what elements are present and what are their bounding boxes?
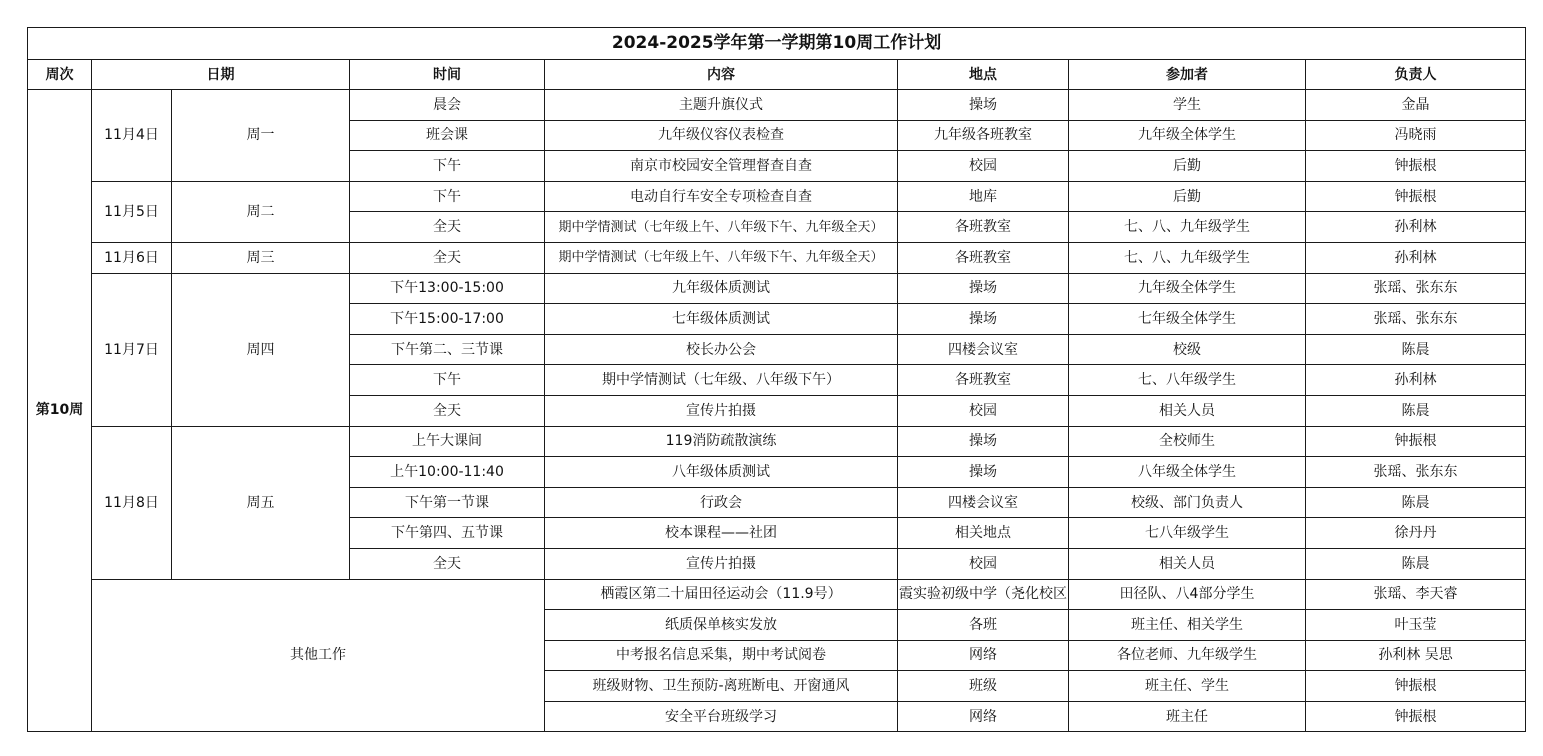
content-cell: 南京市校园安全管理督查自查 — [545, 151, 898, 182]
time-cell: 下午 — [350, 365, 545, 396]
content-cell: 宣传片拍摄 — [545, 395, 898, 426]
other-work-label: 其他工作 — [92, 579, 545, 732]
header-date: 日期 — [92, 60, 350, 90]
table-row — [28, 579, 1526, 610]
weekday-cell: 周二 — [172, 181, 350, 242]
content-cell: 九年级体质测试 — [545, 273, 898, 304]
content-cell: 中考报名信息采集，期中考试阅卷 — [545, 640, 898, 671]
time-cell: 下午第一节课 — [350, 487, 545, 518]
participants-cell: 班主任 — [1069, 701, 1306, 732]
week-cell: 第10周 — [28, 90, 92, 580]
time-cell: 下午 — [350, 151, 545, 182]
work-plan-table — [27, 27, 1526, 732]
time-cell: 下午15:00-17:00 — [350, 304, 545, 335]
location-cell: 校园 — [898, 151, 1069, 182]
owner-cell: 钟振根 — [1306, 426, 1526, 457]
participants-cell: 九年级全体学生 — [1069, 273, 1306, 304]
content-cell: 栖霞区第二十届田径运动会（11.9号） — [545, 579, 898, 610]
participants-cell: 相关人员 — [1069, 548, 1306, 579]
content-cell: 七年级体质测试 — [545, 304, 898, 335]
owner-cell: 钟振根 — [1306, 181, 1526, 212]
participants-cell: 八年级全体学生 — [1069, 457, 1306, 488]
participants-cell: 班主任、相关学生 — [1069, 610, 1306, 641]
header-content: 内容 — [545, 60, 898, 90]
participants-cell: 后勤 — [1069, 151, 1306, 182]
owner-cell: 叶玉莹 — [1306, 610, 1526, 641]
owner-cell: 钟振根 — [1306, 151, 1526, 182]
owner-cell: 钟振根 — [1306, 671, 1526, 702]
time-cell: 全天 — [350, 548, 545, 579]
time-cell: 下午第二、三节课 — [350, 334, 545, 365]
owner-cell: 孙利林 — [1306, 365, 1526, 396]
location-cell: 相关地点 — [898, 518, 1069, 549]
participants-cell: 校级 — [1069, 334, 1306, 365]
table-row — [28, 426, 1526, 457]
content-cell: 校本课程——社团 — [545, 518, 898, 549]
content-cell: 安全平台班级学习 — [545, 701, 898, 732]
page-title: 2024-2025学年第一学期第10周工作计划 — [28, 28, 1526, 60]
location-cell: 各班 — [898, 610, 1069, 641]
location-cell: 地库 — [898, 181, 1069, 212]
owner-cell: 冯晓雨 — [1306, 120, 1526, 151]
content-cell: 八年级体质测试 — [545, 457, 898, 488]
location-cell: 网络 — [898, 701, 1069, 732]
owner-cell: 张瑶、李天睿 — [1306, 579, 1526, 610]
table-row — [28, 181, 1526, 212]
owner-cell: 张瑶、张东东 — [1306, 273, 1526, 304]
content-cell: 九年级仪容仪表检查 — [545, 120, 898, 151]
location-cell: 网络 — [898, 640, 1069, 671]
date-cell: 11月4日 — [92, 90, 172, 182]
participants-cell: 校级、部门负责人 — [1069, 487, 1306, 518]
content-cell: 行政会 — [545, 487, 898, 518]
time-cell: 下午13:00-15:00 — [350, 273, 545, 304]
location-cell: 各班教室 — [898, 365, 1069, 396]
participants-cell: 全校师生 — [1069, 426, 1306, 457]
week-cell-continued — [28, 579, 92, 732]
content-cell: 校长办公会 — [545, 334, 898, 365]
participants-cell: 七八年级学生 — [1069, 518, 1306, 549]
header-location: 地点 — [898, 60, 1069, 90]
content-cell: 宣传片拍摄 — [545, 548, 898, 579]
location-cell: 操场 — [898, 90, 1069, 121]
participants-cell: 各位老师、九年级学生 — [1069, 640, 1306, 671]
location-cell: 操场 — [898, 304, 1069, 335]
content-cell: 班级财物、卫生预防-离班断电、开窗通风 — [545, 671, 898, 702]
owner-cell: 陈晨 — [1306, 334, 1526, 365]
table-row — [28, 273, 1526, 304]
owner-cell: 钟振根 — [1306, 701, 1526, 732]
content-cell: 期中学情测试（七年级、八年级下午） — [545, 365, 898, 396]
owner-cell: 张瑶、张东东 — [1306, 304, 1526, 335]
date-cell: 11月6日 — [92, 242, 172, 273]
participants-cell: 学生 — [1069, 90, 1306, 121]
owner-cell: 孙利林 — [1306, 212, 1526, 243]
date-cell: 11月5日 — [92, 181, 172, 242]
weekday-cell: 周五 — [172, 426, 350, 579]
title-row — [28, 28, 1526, 60]
content-cell: 期中学情测试（七年级上午、八年级下午、九年级全天） — [545, 242, 898, 273]
weekday-cell: 周四 — [172, 273, 350, 426]
weekday-cell: 周三 — [172, 242, 350, 273]
location-cell: 霞实验初级中学（尧化校区 — [898, 579, 1069, 610]
header-time: 时间 — [350, 60, 545, 90]
location-cell: 九年级各班教室 — [898, 120, 1069, 151]
participants-cell: 相关人员 — [1069, 395, 1306, 426]
content-cell: 主题升旗仪式 — [545, 90, 898, 121]
table-row — [28, 90, 1526, 121]
owner-cell: 陈晨 — [1306, 487, 1526, 518]
date-cell: 11月8日 — [92, 426, 172, 579]
location-cell: 校园 — [898, 548, 1069, 579]
owner-cell: 徐丹丹 — [1306, 518, 1526, 549]
content-cell: 电动自行车安全专项检查自查 — [545, 181, 898, 212]
header-week: 周次 — [28, 60, 92, 90]
time-cell: 全天 — [350, 212, 545, 243]
location-cell: 操场 — [898, 273, 1069, 304]
table-row — [28, 242, 1526, 273]
location-cell: 各班教室 — [898, 242, 1069, 273]
location-cell: 班级 — [898, 671, 1069, 702]
owner-cell: 陈晨 — [1306, 395, 1526, 426]
time-cell: 上午大课间 — [350, 426, 545, 457]
header-owner: 负责人 — [1306, 60, 1526, 90]
weekday-cell: 周一 — [172, 90, 350, 182]
location-cell: 操场 — [898, 426, 1069, 457]
location-cell: 各班教室 — [898, 212, 1069, 243]
participants-cell: 七、八年级学生 — [1069, 365, 1306, 396]
content-cell: 119消防疏散演练 — [545, 426, 898, 457]
owner-cell: 孙利林 — [1306, 242, 1526, 273]
participants-cell: 班主任、学生 — [1069, 671, 1306, 702]
header-row — [28, 60, 1526, 90]
participants-cell: 七、八、九年级学生 — [1069, 212, 1306, 243]
participants-cell: 田径队、八4部分学生 — [1069, 579, 1306, 610]
content-cell: 期中学情测试（七年级上午、八年级下午、九年级全天） — [545, 212, 898, 243]
time-cell: 下午 — [350, 181, 545, 212]
time-cell: 全天 — [350, 395, 545, 426]
owner-cell: 孙利林 吴思 — [1306, 640, 1526, 671]
owner-cell: 金晶 — [1306, 90, 1526, 121]
header-participants: 参加者 — [1069, 60, 1306, 90]
participants-cell: 七、八、九年级学生 — [1069, 242, 1306, 273]
location-cell: 四楼会议室 — [898, 487, 1069, 518]
location-cell: 四楼会议室 — [898, 334, 1069, 365]
time-cell: 上午10:00-11:40 — [350, 457, 545, 488]
participants-cell: 后勤 — [1069, 181, 1306, 212]
content-cell: 纸质保单核实发放 — [545, 610, 898, 641]
time-cell: 全天 — [350, 242, 545, 273]
participants-cell: 九年级全体学生 — [1069, 120, 1306, 151]
location-cell: 操场 — [898, 457, 1069, 488]
owner-cell: 陈晨 — [1306, 548, 1526, 579]
location-cell: 校园 — [898, 395, 1069, 426]
participants-cell: 七年级全体学生 — [1069, 304, 1306, 335]
owner-cell: 张瑶、张东东 — [1306, 457, 1526, 488]
time-cell: 班会课 — [350, 120, 545, 151]
date-cell: 11月7日 — [92, 273, 172, 426]
time-cell: 下午第四、五节课 — [350, 518, 545, 549]
time-cell: 晨会 — [350, 90, 545, 121]
